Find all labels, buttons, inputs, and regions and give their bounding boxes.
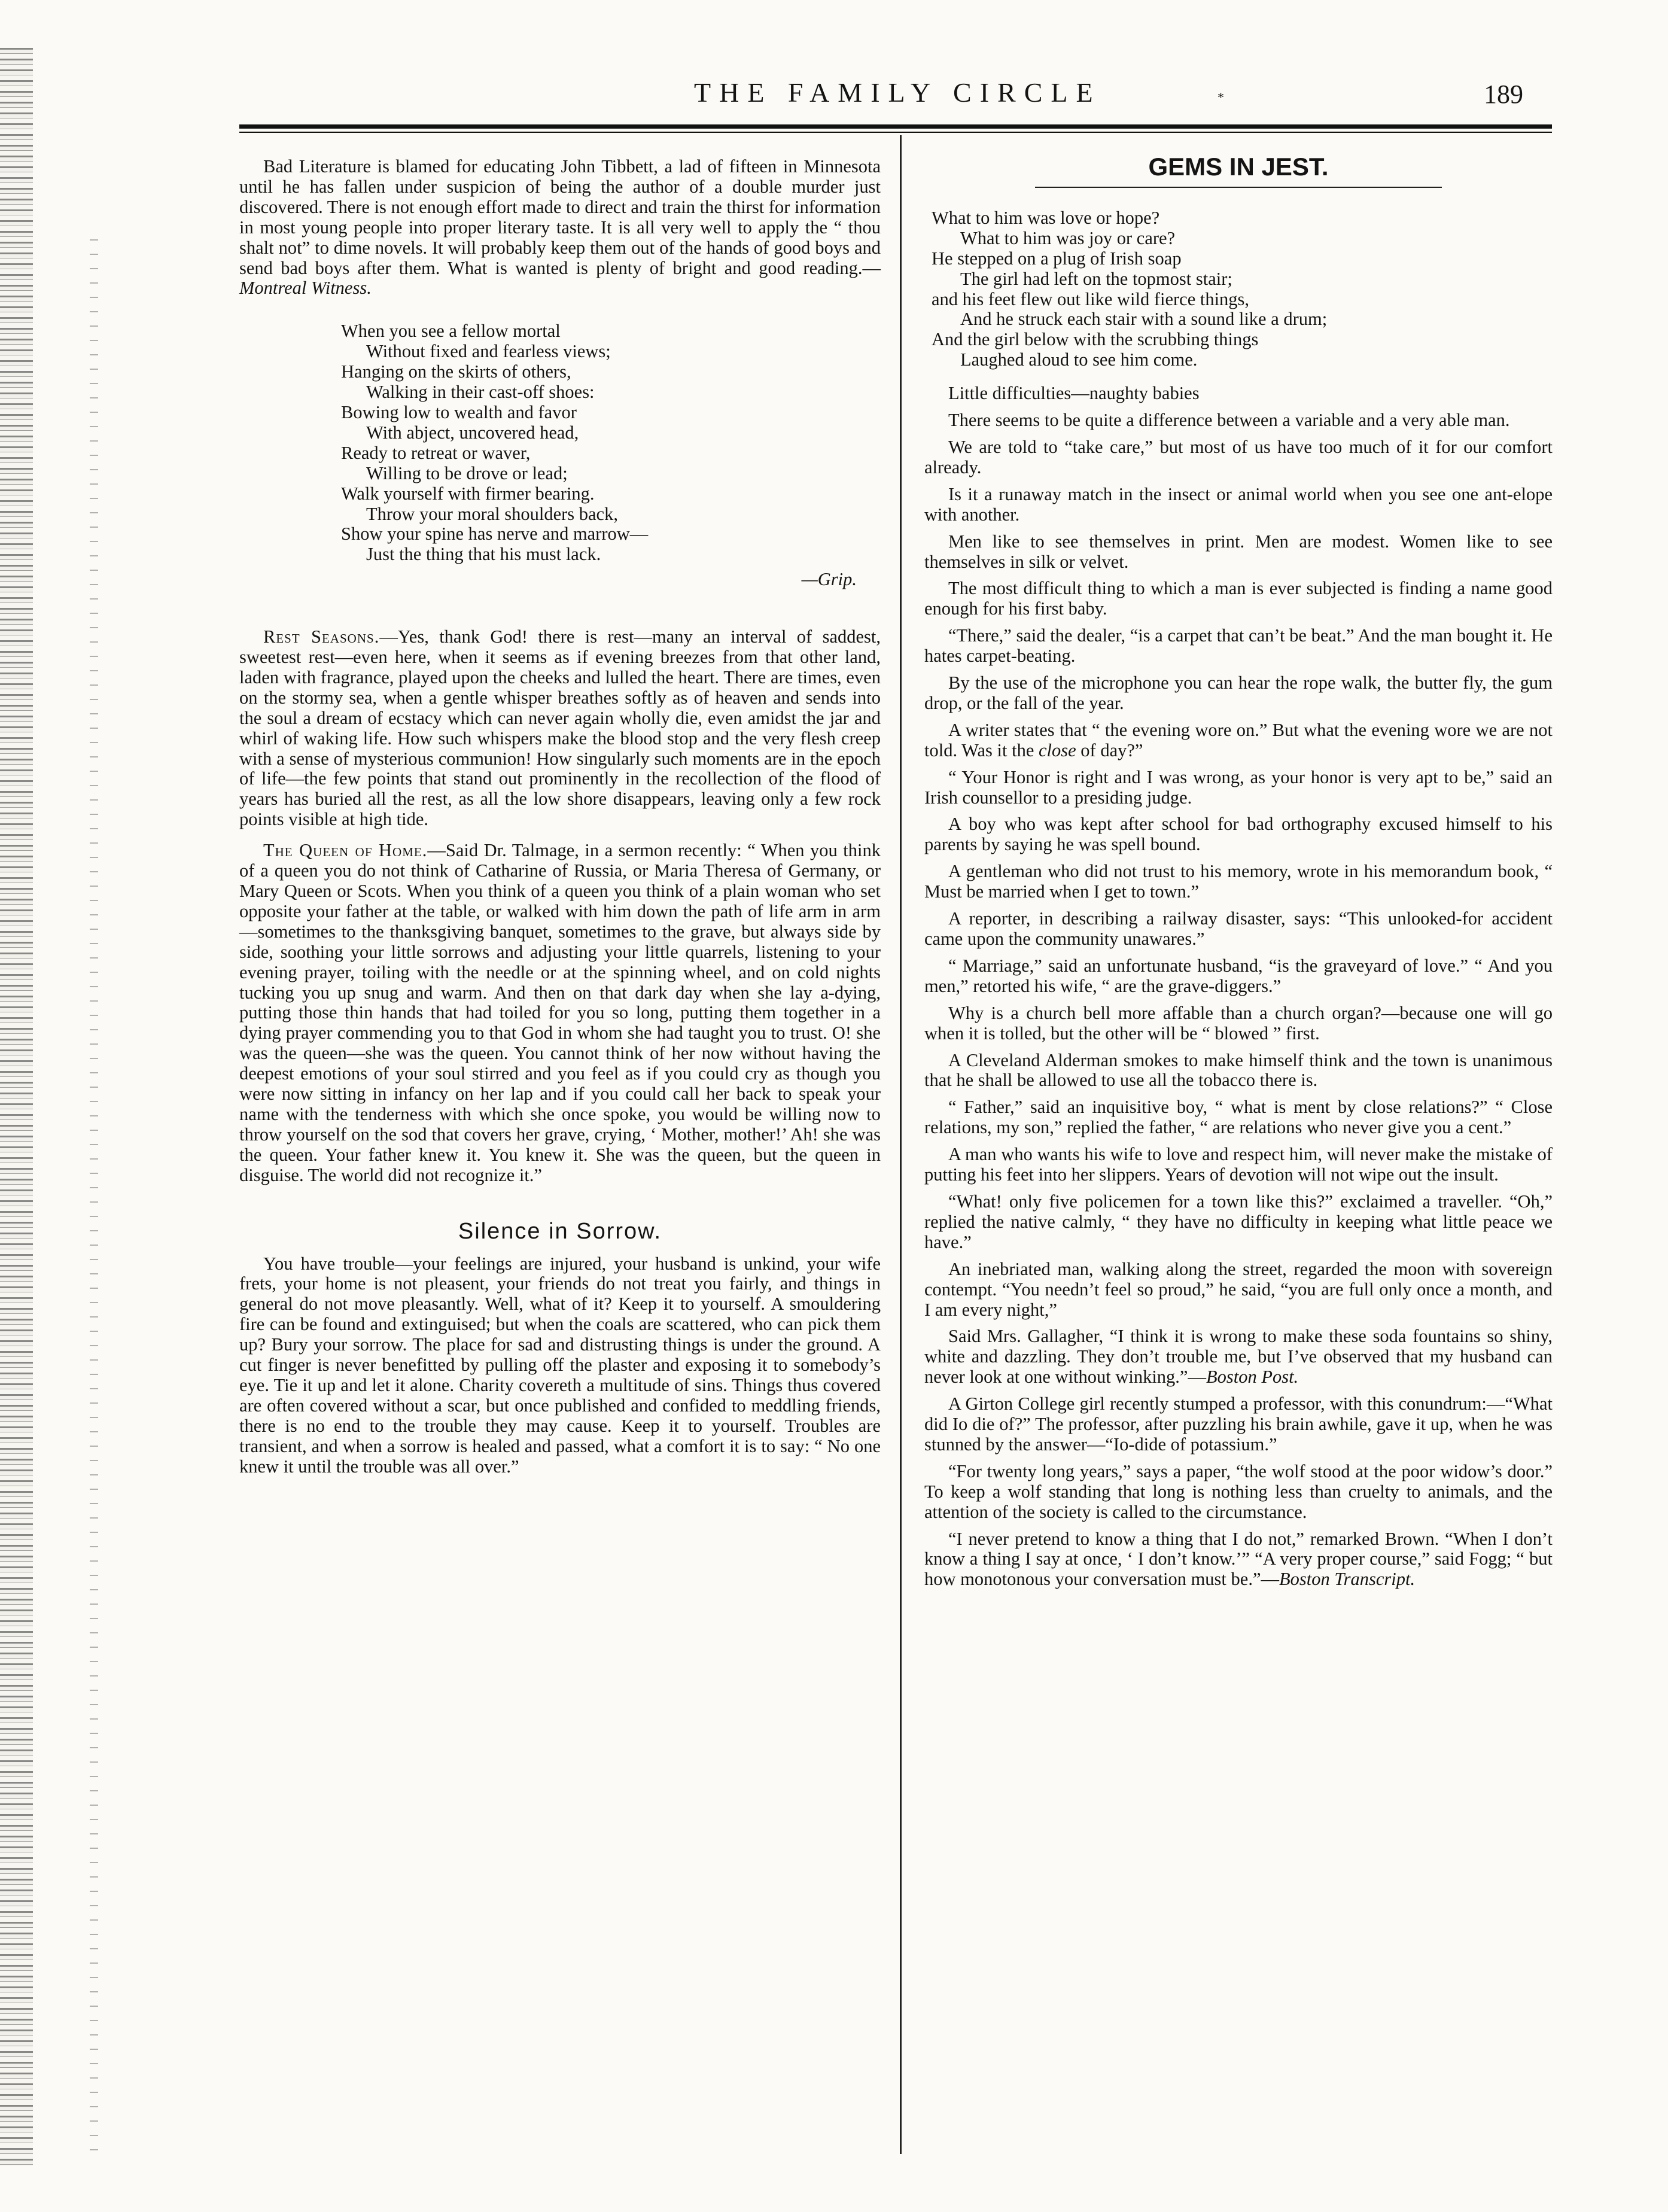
poem-line: Bowing low to wealth and favor — [341, 401, 577, 422]
gem-item: The most difficult thing to which a man is ever subjected is finding a name good enough for his first baby. — [924, 578, 1553, 619]
poem-line: Without fixed and fearless views; — [366, 341, 611, 362]
gem-item: There seems to be quite a difference between a variable and a very able man. — [948, 410, 1510, 431]
gems-title-rule — [1035, 187, 1442, 188]
gem-item: “ Your Honor is right and I was wrong, as your honor is very apt to be,” said an Irish counsellor to a presiding judge. — [924, 766, 1553, 808]
poem-line: And the girl below with the scrubbing things — [932, 329, 1259, 350]
poem-line: Hanging on the skirts of others, — [341, 361, 571, 382]
silence-in-sorrow-title: Silence in Sorrow. — [458, 1218, 662, 1244]
gem-item: Said Mrs. Gallagher, “I think it is wrong to make these soda fountains so shiny, white and dazzling. They don’t trouble me, but I’ve observed that my husband can never look at one without winking.”—Boston Post. — [924, 1326, 1553, 1388]
queen-of-home-heading: The Queen of Home. — [263, 840, 428, 861]
poem-line: When you see a fellow mortal — [341, 321, 561, 342]
ink-smudge — [649, 936, 669, 954]
gem-item: A gentleman who did not trust to his memory, wrote in his memorandum book, “ Must be married when I get to town.” — [924, 861, 1553, 902]
silence-in-sorrow-paragraph: You have trouble—your feelings are injured, your husband is unkind, your wife frets, your home is not pleasent, your friends do not treat you fairly, and things in general do not move pleasantly. Well, what of it? Keep it to yourself. A smouldering fire can be found and extinguised; but when the coals are scattered, who can pick them up? Bury your sorrow. The place for sad and distrusting things is under the ground. A cut finger is never benefitted by pulling off the plaster and exposing it to somebody’s eye. Tie it up and let it alone. Charity covereth a multitude of sins. Things thus covered are often covered without a scar, but once published and confided to meddling friends, there is no end to the trouble they may cause. Keep it to yourself. Troubles are transient, and when a sorrow is healed and passed, what a comfort it is to say: “ No one knew it until the trouble was all over.” — [239, 1253, 881, 1477]
gem-item: “There,” said the dealer, “is a carpet that can’t be beat.” And the man bought it. He hates carpet-beating. — [924, 625, 1553, 667]
poem-line: The girl had left on the topmost stair; — [960, 268, 1232, 289]
gem-item: A Girton College girl recently stumped a professor, with this conundrum:—“What did Io die of?” The professor, after puzzling his brain awhile, gave it up, when he was stunned by the answer—“Io-dide of potassium.” — [924, 1393, 1553, 1455]
gems-in-jest-title: GEMS IN JEST. — [1148, 153, 1329, 181]
source-boston-post: Boston Post. — [1206, 1367, 1299, 1388]
poem-line: Walk yourself with firmer bearing. — [341, 483, 595, 504]
gem-item: We are told to “take care,” but most of us have too much of it for our comfort already. — [924, 436, 1553, 477]
gem-item: An inebriated man, walking along the street, regarded the moon with sovereign contempt. “You needn’t feel so proud,” he said, “you are full only once a month, and I am every night,” — [924, 1258, 1553, 1320]
gem-item: “What! only five policemen for a town like this?” exclaimed a traveller. “Oh,” replied the native calmly, “ they have no difficulty in keeping what little peace we have.” — [924, 1191, 1553, 1252]
right-column — [924, 153, 1553, 1590]
header-rule-thin — [239, 132, 1552, 133]
poem-line: Laughed aloud to see him come. — [960, 349, 1198, 370]
poem-line: What to him was love or hope? — [932, 207, 1160, 228]
gem-item: “ Marriage,” said an unfortunate husband, “is the graveyard of love.” “ And you men,” retorted his wife, “ are the grave-diggers.” — [924, 955, 1553, 996]
poem-line: What to him was joy or care? — [960, 227, 1176, 248]
source-boston-transcript: Boston Transcript. — [1279, 1569, 1416, 1590]
column-divider — [900, 135, 902, 2154]
source-montreal-witness: Montreal Witness. — [239, 278, 372, 299]
poem-line: and his feet flew out like wild fierce things, — [932, 288, 1250, 309]
gem-item: Men like to see themselves in print. Men are modest. Women like to see themselves in silk or velvet. — [924, 531, 1553, 572]
gem-item: A man who wants his wife to love and respect him, will never make the mistake of putting his feet into her slippers. Years of devotion will not wipe out the insult. — [924, 1144, 1553, 1185]
queen-of-home-paragraph: The Queen of Home.—Said Dr. Talmage, in a sermon recently: “ When you think of a queen you do not think of Catharine of Russia, or Maria Theresa of Germany, or Mary Queen or Scots. When you think of a queen you think of a plain woman who set opposite your father at the table, or walked with him down the path of life arm in arm—sometimes to the thanksgiving banquet, sometimes to the grave, but always side by side, soothing your little sorrows and adjusting your little quarrels, listening to your evening prayer, toiling with the needle or at the spinning wheel, and on cold nights tucking you up snug and warm. And then on that dark day when she lay a-dying, putting those thin hands that had toiled for you so long, putting them together in a dying prayer commending you to that God in whom she had taught you to trust. O! she was the queen—she was the queen. You cannot think of her now without having the deepest emotions of your soul stirred and you feel as if you could cry as though you were now sitting in infancy on her lap and if you could call her back to speak your name with the tenderness with which she once spoke, you would be willing now to throw yourself on the sod that covers her grave, crying, ‘ Mother, mother!’ Ah! she was the queen. Your father knew it. You knew it. She was the queen, but the queen in disguise. The world did not recognize it.” — [239, 840, 881, 1185]
poem-line: With abject, uncovered head, — [366, 422, 579, 443]
left-column — [239, 157, 881, 1477]
rest-seasons-heading: Rest Seasons. — [263, 626, 380, 647]
header-rule — [239, 124, 1552, 129]
gem-item: Why is a church bell more affable than a church organ?—because one will go when it is tolled, but the other will be “ blowed ” first. — [924, 1002, 1553, 1043]
poem-line: Walking in their cast-off shoes: — [366, 382, 595, 403]
poem-line: And he struck each stair with a sound like a drum; — [960, 309, 1328, 330]
poem-line: Just the thing that his must lack. — [366, 544, 601, 565]
gem-item: A Cleveland Alderman smokes to make himself think and the town is unanimous that he shall be allowed to use all the tobacco there is. — [924, 1049, 1553, 1091]
poem-line: Throw your moral shoulders back, — [366, 503, 618, 524]
poem-line: Willing to be drove or lead; — [366, 463, 568, 483]
rest-seasons-paragraph: Rest Seasons.—Yes, thank God! there is rest—many an interval of saddest, sweetest rest—even here, when it seems as if evening breezes from that other land, laden with fragrance, played upon the cheeks and lulled the heart. There are times, even on the stormy sea, when a gentle whisper breathes softly as of heaven and sends into the soul a dream of ecstacy which can never again wholly die, even amidst the jar and whirl of waking life. How such whispers make the blood stop and the very flesh creep with a sense of mysterious communion! How singularly such moments are in the epoch of life—the few points that stand out prominently in the recollection of the flood of years has buried all the rest, as all the low shore disappears, leaving only a few rock points visible at high tide. — [239, 626, 881, 830]
gem-item: Little difficulties—naughty babies — [948, 383, 1200, 404]
gem-item: “I never pretend to know a thing that I do not,” remarked Brown. “When I don’t know a thing I say at once, ‘ I don’t know.’” “A very proper course,” said Fogg; “ but how monotonous your conversation must be.”—Boston Transcript. — [924, 1528, 1553, 1590]
poem-line: Ready to retreat or waver, — [341, 442, 531, 463]
header-mark: * — [1217, 90, 1224, 105]
gem-item: A writer states that “ the evening wore on.” But what the evening wore we are not told. Was it the close of day?” — [924, 719, 1553, 760]
gem-item: “ Father,” said an inquisitive boy, “ what is ment by close relations?” “ Close relations, my son,” replied the father, “ are relations who never give you a cent.” — [924, 1097, 1553, 1138]
poem-line: He stepped on a plug of Irish soap — [932, 248, 1182, 269]
poem-irish-soap — [932, 208, 1553, 370]
running-head-title: THE FAMILY CIRCLE — [694, 77, 1101, 108]
poem-line: Show your spine has nerve and marrow— — [341, 524, 649, 544]
gem-item: Is it a runaway match in the insect or animal world when you see one ant-elope with another. — [924, 483, 1553, 525]
page-number: 189 — [1484, 80, 1523, 109]
poem-fellow-mortal — [341, 321, 881, 565]
poem-credit-grip: —Grip. — [801, 569, 857, 590]
gem-item: A reporter, in describing a railway disaster, says: “This unlooked-for accident came upon the community unawares.” — [924, 908, 1553, 949]
italic-close: close — [1038, 740, 1076, 760]
gem-item: A boy who was kept after school for bad orthography excused himself to his parents by saying he was spell bound. — [924, 814, 1553, 855]
gem-item: “For twenty long years,” says a paper, “the wolf stood at the poor widow’s door.” To keep a wolf standing that long is nothing less than cruelty to animals, and the attention of the society is called to the circumstance. — [924, 1461, 1553, 1522]
gem-item: By the use of the microphone you can hear the rope walk, the butter fly, the gum drop, or the fall of the year. — [924, 673, 1553, 713]
bad-literature-paragraph: Bad Literature is blamed for educating John Tibbett, a lad of fifteen in Minnesota until he has fallen under suspicion of being the author of a double murder just discovered. There is not enough effort made to direct and train the thirst for information in most young people into proper literary taste. It is all very well to apply the “ thou shalt not” to dime novels. It will probably keep them out of the hands of good boys and send bad boys after them. What is wanted is plenty of bright and good reading.—Montreal Witness. — [239, 156, 881, 299]
binding-edge — [0, 48, 33, 2166]
binding-stitches — [90, 239, 98, 2154]
